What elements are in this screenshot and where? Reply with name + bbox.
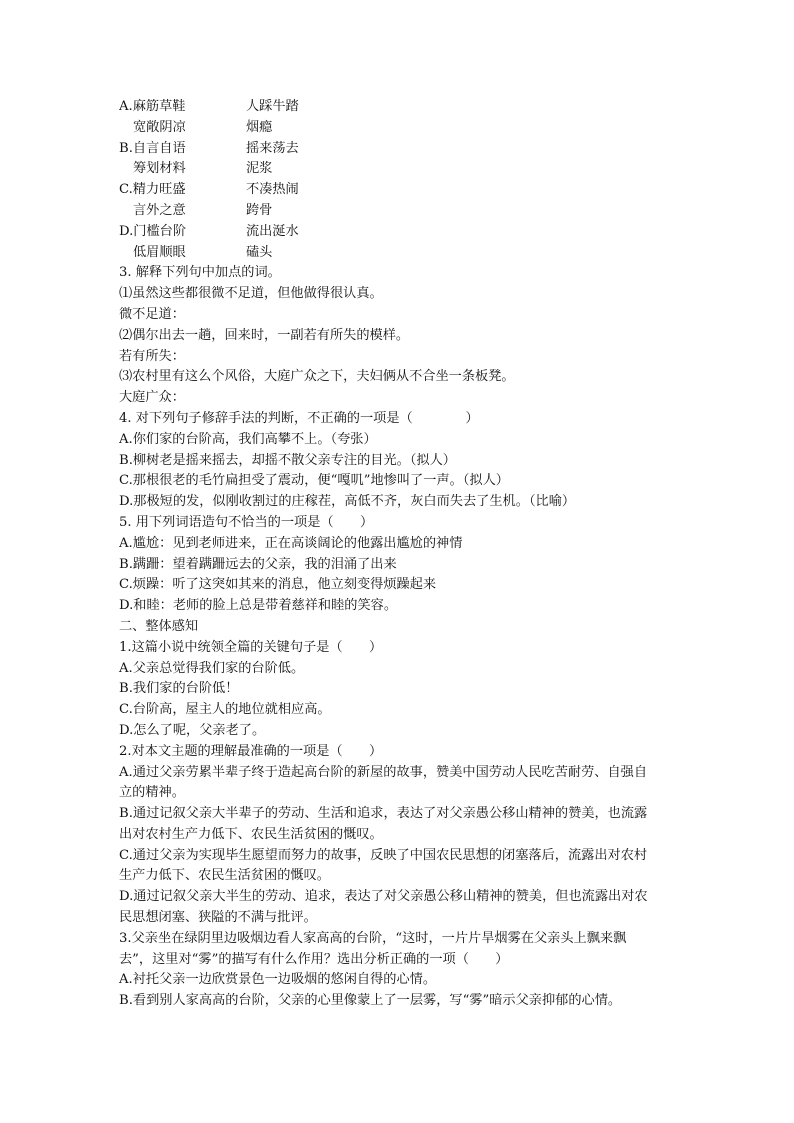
- text-line: 生产力低下、农民生活贫困的慨叹。: [119, 868, 330, 884]
- word-option-left: C.精力旺盛: [119, 182, 186, 198]
- text-line: 若有所失：: [119, 348, 185, 364]
- word-option-left: B.自言自语: [119, 140, 186, 156]
- text-line: A.尴尬：见到老师进来，正在高谈阔论的他露出尴尬的神情: [119, 535, 463, 551]
- text-line: B.看到别人家高高的台阶，父亲的心里像蒙上了一层雾，写“雾”暗示父亲抑郁的心情。: [119, 993, 622, 1009]
- text-line: 2.对本文主题的理解最准确的一项是（ ）: [119, 743, 383, 759]
- text-line: 3.父亲坐在绿阴里边吸烟边看人家高高的台阶，“这时，一片片旱烟雾在父亲头上飘来飘: [119, 930, 627, 946]
- text-line: ⑶农村里有这么个风俗，大庭广众之下，夫妇俩从不合坐一条板凳。: [119, 369, 515, 385]
- word-option-row: [119, 97, 679, 118]
- text-line: D.那极短的发，似刚收割过的庄稼茬，高低不齐，灰白而失去了生机。（比喻）: [119, 494, 576, 510]
- text-line: C.烦躁：听了这突如其来的消息，他立刻变得烦躁起来: [119, 577, 437, 593]
- word-option-row: [119, 222, 679, 243]
- word-option-row: [119, 159, 679, 180]
- document-page: [119, 97, 679, 1012]
- text-line: A.衬托父亲一边欣赏景色一边吸烟的悠闲自得的心情。: [119, 972, 437, 988]
- word-option-row: [119, 243, 679, 264]
- text-line: C.通过父亲为实现毕生愿望而努力的故事，反映了中国农民思想的闭塞落后，流露出对农村: [119, 847, 648, 863]
- text-line: 5. 用下列词语造句不恰当的一项是（ ）: [119, 514, 374, 530]
- word-option-row: [119, 139, 679, 160]
- text-line: 4. 对下列句子修辞手法的判断，不正确的一项是（ ）: [119, 410, 479, 426]
- text-line: C.台阶高，屋主人的地位就相应高。: [119, 702, 331, 718]
- text-line: 去”，这里对“雾”的描写有什么作用？选出分析正确的一项（ ）: [119, 951, 509, 967]
- word-option-left: 筹划材料: [133, 161, 186, 177]
- word-option-right: 磕头: [246, 244, 273, 260]
- text-line: C.那根很老的毛竹扁担受了震动，便“嘎叽”地惨叫了一声。（拟人）: [119, 473, 509, 489]
- word-option-left: A.麻筋草鞋: [119, 99, 186, 114]
- text-line: D.和睦：老师的脸上总是带着慈祥和睦的笑容。: [119, 598, 398, 614]
- text-line: 出对农村生产力低下、农民生活贫困的慨叹。: [119, 826, 383, 842]
- word-option-left: 低眉顺眼: [133, 244, 186, 260]
- text-line: 大庭广众：: [119, 390, 185, 406]
- text-line: B.通过记叙父亲大半辈子的劳动、生活和追求，表达了对父亲愚公移山精神的赞美，也流露: [119, 806, 648, 822]
- word-option-left: 言外之意: [133, 202, 186, 218]
- text-line: B.柳树老是摇来摇去，却摇不散父亲专注的目光。（拟人）: [119, 452, 456, 468]
- text-line: B.我们家的台阶低！: [119, 681, 239, 697]
- word-option-right: 人踩牛踏: [246, 99, 299, 114]
- text-line: 3. 解释下列句中加点的词。: [119, 265, 281, 281]
- text-line: 立的精神。: [119, 785, 185, 801]
- question-text-block: [119, 263, 679, 1012]
- text-line: A.你们家的台阶高，我们高攀不上。（夸张）: [119, 431, 377, 447]
- word-option-right: 烟瘾: [246, 119, 273, 135]
- word-option-right: 流出涎水: [246, 223, 299, 239]
- text-line: D.通过记叙父亲大半生的劳动、追求，表达了对父亲愚公移山精神的赞美，但也流露出对农: [119, 889, 648, 905]
- word-option-row: [119, 201, 679, 222]
- text-line: A.通过父亲劳累半辈子终于造起高台阶的新屋的故事，赞美中国劳动人民吃苦耐劳、自强自: [119, 764, 648, 780]
- word-option-right: 摇来荡去: [246, 140, 299, 156]
- text-line: 二、整体感知: [119, 618, 199, 634]
- text-line: ⑵偶尔出去一趟，回来时，一副若有所失的模样。: [119, 327, 410, 343]
- text-line: 微不足道：: [119, 306, 185, 322]
- text-line: 民思想闭塞、狭隘的不满与批评。: [119, 910, 317, 926]
- text-line: ⑴虽然这些都很微不足道，但他做得很认真。: [119, 286, 383, 302]
- word-option-right: 不凑热闹: [246, 182, 299, 198]
- text-line: A.父亲总觉得我们家的台阶低。: [119, 660, 305, 676]
- word-option-right: 泥浆: [246, 161, 273, 177]
- word-options-block: [119, 97, 679, 263]
- text-line: 1.这篇小说中统领全篇的关键句子是（ ）: [119, 639, 383, 655]
- text-line: D.怎么了呢，父亲老了。: [119, 722, 266, 738]
- word-option-row: [119, 118, 679, 139]
- word-option-right: 跨骨: [246, 202, 273, 218]
- text-line: B.蹒跚：望着蹒跚远去的父亲，我的泪涌了出来: [119, 556, 397, 572]
- word-option-left: D.门槛台阶: [119, 223, 187, 239]
- word-option-row: [119, 180, 679, 201]
- word-option-left: 宽敞阴凉: [133, 119, 186, 135]
